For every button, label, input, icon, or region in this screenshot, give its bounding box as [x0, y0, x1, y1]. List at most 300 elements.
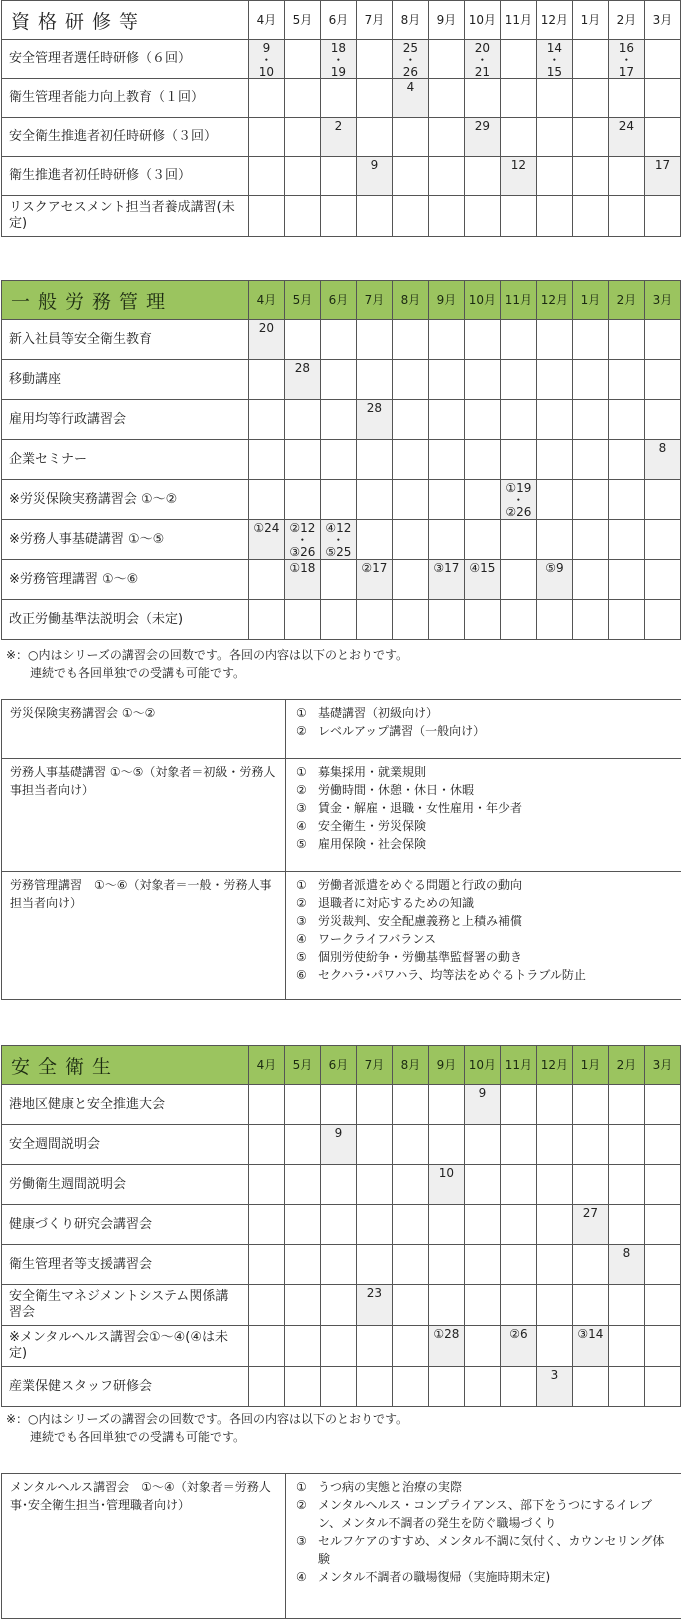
date-cell: ③14: [572, 1326, 608, 1367]
date-cell: [536, 1326, 572, 1367]
month-header: 10月: [464, 1, 500, 40]
date-cell: [644, 1285, 680, 1326]
date-cell: [356, 118, 392, 157]
date-cell: 10: [428, 1165, 464, 1205]
date-cell: [248, 440, 284, 480]
date-cell: [248, 1326, 284, 1367]
date-cell: [536, 1205, 572, 1245]
date-cell: 8: [608, 1245, 644, 1285]
list-item: [296, 966, 673, 984]
date-cell: 28: [284, 360, 320, 400]
date-cell: [608, 1125, 644, 1165]
date-cell: [572, 520, 608, 560]
date-cell: [500, 79, 536, 118]
date-cell: [356, 360, 392, 400]
date-cell: 2: [320, 118, 356, 157]
date-cell: [320, 1367, 356, 1407]
date-cell: 9: [320, 1125, 356, 1165]
date-cell: [428, 1125, 464, 1165]
course-name: 衛生管理者能力向上教育（１回）: [2, 79, 249, 118]
item-text: 労働者派遣をめぐる問題と行政の動向: [318, 878, 523, 892]
date-cell: [500, 360, 536, 400]
date-cell: [356, 600, 392, 640]
date-cell: [464, 320, 500, 360]
date-cell: [284, 1165, 320, 1205]
date-cell: [608, 1085, 644, 1125]
date-cell: 27: [572, 1205, 608, 1245]
date-cell: 18 ・ 19: [320, 40, 356, 79]
footnote: [6, 646, 408, 682]
date-cell: [500, 40, 536, 79]
month-header: 11月: [500, 1, 536, 40]
date-cell: 16 ・ 17: [608, 40, 644, 79]
date-cell: [464, 157, 500, 196]
item-number: ⑤: [296, 837, 307, 851]
date-cell: ①28: [428, 1326, 464, 1367]
table-row: [2, 400, 681, 440]
month-header: 5月: [284, 1046, 320, 1085]
date-cell: [608, 440, 644, 480]
date-cell: [356, 1367, 392, 1407]
date-cell: [500, 1205, 536, 1245]
date-cell: [572, 600, 608, 640]
table-row: [2, 1205, 681, 1245]
date-cell: [536, 520, 572, 560]
date-cell: [464, 1205, 500, 1245]
date-cell: [320, 157, 356, 196]
schedule-table-anzen: [1, 1045, 681, 1407]
date-cell: 20: [248, 320, 284, 360]
item-text: ワークライフバランス: [318, 932, 436, 946]
section-title: 一般労務管理: [2, 281, 249, 320]
date-cell: [500, 1367, 536, 1407]
date-cell: ③17: [428, 560, 464, 600]
date-cell: [248, 1125, 284, 1165]
month-header: 3月: [644, 281, 680, 320]
date-cell: [392, 1165, 428, 1205]
date-cell: 28: [356, 400, 392, 440]
date-cell: [536, 79, 572, 118]
item-number: ②: [296, 896, 307, 910]
date-cell: [392, 1205, 428, 1245]
month-header: 4月: [248, 281, 284, 320]
table-row: [2, 196, 681, 237]
date-cell: [248, 118, 284, 157]
item-text: 安全衛生・労災保険: [318, 819, 427, 833]
date-cell: [248, 360, 284, 400]
table-row: [2, 759, 681, 872]
table-row: [2, 320, 681, 360]
table-row: [2, 872, 681, 1000]
course-name: 健康づくり研究会講習会: [2, 1205, 249, 1245]
date-cell: [572, 320, 608, 360]
date-cell: [320, 1326, 356, 1367]
date-cell: [356, 40, 392, 79]
date-cell: [536, 1245, 572, 1285]
date-cell: [428, 440, 464, 480]
date-cell: [536, 600, 572, 640]
list-item: [296, 835, 673, 853]
date-cell: [572, 360, 608, 400]
date-cell: ④15: [464, 560, 500, 600]
month-header: 9月: [428, 1046, 464, 1085]
date-cell: [248, 1285, 284, 1326]
date-cell: [500, 1085, 536, 1125]
date-cell: [464, 1326, 500, 1367]
date-cell: [608, 79, 644, 118]
date-cell: [464, 520, 500, 560]
date-cell: [392, 560, 428, 600]
date-cell: [284, 196, 320, 237]
date-cell: 29: [464, 118, 500, 157]
date-cell: [644, 1326, 680, 1367]
table-row: [2, 360, 681, 400]
item-number: ②: [296, 783, 307, 797]
date-cell: [428, 480, 464, 520]
month-header: 2月: [608, 1, 644, 40]
table-row: [2, 700, 681, 759]
date-cell: [464, 440, 500, 480]
date-cell: [644, 79, 680, 118]
month-header: 8月: [392, 281, 428, 320]
date-cell: [284, 1205, 320, 1245]
date-cell: [644, 360, 680, 400]
date-cell: [320, 1285, 356, 1326]
date-cell: [284, 1285, 320, 1326]
month-header: 6月: [320, 1046, 356, 1085]
date-cell: [644, 1245, 680, 1285]
table-row: [2, 520, 681, 560]
list-item: [296, 799, 673, 817]
date-cell: [464, 400, 500, 440]
date-cell: [644, 560, 680, 600]
date-cell: [356, 1165, 392, 1205]
month-header: 7月: [356, 1046, 392, 1085]
date-cell: [536, 400, 572, 440]
date-cell: [356, 520, 392, 560]
date-cell: [320, 400, 356, 440]
month-header: 2月: [608, 281, 644, 320]
date-cell: [572, 560, 608, 600]
list-item: [296, 817, 673, 835]
month-header: 9月: [428, 1, 464, 40]
date-cell: 9: [356, 157, 392, 196]
date-cell: [248, 79, 284, 118]
item-text: セルフケアのすすめ、メンタル不調に気付く、カウンセリング体験: [318, 1534, 665, 1566]
month-header: 2月: [608, 1046, 644, 1085]
date-cell: [392, 1367, 428, 1407]
item-number: ②: [296, 724, 307, 738]
date-cell: [248, 1165, 284, 1205]
date-cell: [392, 480, 428, 520]
date-cell: [500, 320, 536, 360]
date-cell: [644, 400, 680, 440]
footnote-line: 連続でも各回単独での受講も可能です。: [30, 1430, 246, 1444]
list-item: [296, 1532, 673, 1568]
date-cell: [608, 1165, 644, 1205]
item-text: 募集採用・就業規則: [318, 765, 427, 779]
date-cell: 25 ・ 26: [392, 40, 428, 79]
series-name: メンタルヘルス講習会 ①～④（対象者＝労務人事･安全衛生担当･管理職者向け）: [2, 1474, 286, 1619]
date-cell: [428, 40, 464, 79]
date-cell: [320, 480, 356, 520]
course-name: 港地区健康と安全推進大会: [2, 1085, 249, 1125]
date-cell: [320, 1165, 356, 1205]
date-cell: [572, 1367, 608, 1407]
date-cell: [464, 480, 500, 520]
course-name: 安全衛生マネジメントシステム関係講習会: [2, 1285, 249, 1326]
date-cell: [608, 600, 644, 640]
course-name: ※労務人事基礎講習 ①～⑤: [2, 520, 249, 560]
item-text: 退職者に対応するための知識: [318, 896, 475, 910]
date-cell: [572, 1165, 608, 1205]
date-cell: [572, 400, 608, 440]
table-row: [2, 560, 681, 600]
date-cell: [572, 1285, 608, 1326]
item-number: ③: [296, 1534, 307, 1548]
date-cell: [572, 1125, 608, 1165]
date-cell: [536, 196, 572, 237]
table-row: [2, 79, 681, 118]
series-name: 労務人事基礎講習 ①～⑤（対象者＝初級・労務人事担当者向け）: [2, 759, 286, 872]
series-detail-table: [1, 1473, 681, 1619]
item-text: セクハラ･パワハラ、均等法をめぐるトラブル防止: [318, 968, 586, 982]
date-cell: 8: [644, 440, 680, 480]
date-cell: [392, 1285, 428, 1326]
series-detail-table: [1, 699, 681, 1000]
list-item: [296, 1568, 673, 1586]
series-name: 労災保険実務講習会 ①～②: [2, 700, 286, 759]
course-name: 安全衛生推進者初任時研修（３回）: [2, 118, 249, 157]
date-cell: [608, 520, 644, 560]
date-cell: ①24: [248, 520, 284, 560]
date-cell: [644, 1085, 680, 1125]
date-cell: [284, 1367, 320, 1407]
date-cell: [392, 157, 428, 196]
date-cell: ④12 ・ ⑤25: [320, 520, 356, 560]
date-cell: [320, 196, 356, 237]
month-header: 9月: [428, 281, 464, 320]
date-cell: ②12 ・ ③26: [284, 520, 320, 560]
date-cell: [356, 1125, 392, 1165]
date-cell: [392, 600, 428, 640]
date-cell: [536, 118, 572, 157]
date-cell: [248, 400, 284, 440]
course-name: 改正労働基準法説明会（未定): [2, 600, 249, 640]
date-cell: [644, 1205, 680, 1245]
date-cell: ②6: [500, 1326, 536, 1367]
list-item: [296, 781, 673, 799]
course-name: 移動講座: [2, 360, 249, 400]
schedule-table-ippan: [1, 280, 681, 640]
month-header: 7月: [356, 1, 392, 40]
date-cell: [608, 400, 644, 440]
series-contents: [286, 759, 681, 872]
item-text: 労働時間・休憩・休日・休暇: [318, 783, 475, 797]
date-cell: [500, 600, 536, 640]
date-cell: [248, 157, 284, 196]
date-cell: [608, 157, 644, 196]
list-item: [296, 1496, 673, 1532]
month-header: 3月: [644, 1, 680, 40]
date-cell: [644, 118, 680, 157]
date-cell: [644, 600, 680, 640]
date-cell: [248, 480, 284, 520]
section-title: 資格研修等: [2, 1, 249, 40]
date-cell: [248, 1245, 284, 1285]
date-cell: [248, 196, 284, 237]
date-cell: [320, 440, 356, 480]
date-cell: [608, 1285, 644, 1326]
item-text: 個別労使紛争・労働基準監督署の動き: [318, 950, 523, 964]
date-cell: [248, 1205, 284, 1245]
table-row: [2, 600, 681, 640]
list-item: [296, 722, 673, 740]
date-cell: [428, 118, 464, 157]
schedule-table-shikaku: [1, 0, 681, 237]
item-number: ①: [296, 765, 307, 779]
course-name: リスクアセスメント担当者養成講習(未定): [2, 196, 249, 237]
table-row: [2, 40, 681, 79]
date-cell: 9: [464, 1085, 500, 1125]
date-cell: [500, 520, 536, 560]
date-cell: [500, 118, 536, 157]
date-cell: [392, 400, 428, 440]
date-cell: [500, 1285, 536, 1326]
item-text: メンタルヘルス・コンプライアンス、部下をうつにするイレブン、メンタル不調者の発生を防ぐ職場づくり: [318, 1498, 652, 1530]
table-row: [2, 157, 681, 196]
date-cell: [608, 196, 644, 237]
item-number: ①: [296, 878, 307, 892]
course-name: 新入社員等安全衛生教育: [2, 320, 249, 360]
list-item: [296, 704, 673, 722]
list-item: [296, 1478, 673, 1496]
item-number: ①: [296, 706, 307, 720]
date-cell: 17: [644, 157, 680, 196]
table-row: [2, 480, 681, 520]
date-cell: [500, 1245, 536, 1285]
date-cell: ①19 ・ ②26: [500, 480, 536, 520]
date-cell: [356, 440, 392, 480]
series-contents: [286, 700, 681, 759]
date-cell: [428, 400, 464, 440]
date-cell: [428, 520, 464, 560]
list-item: [296, 912, 673, 930]
date-cell: [284, 1125, 320, 1165]
table-row: [2, 1326, 681, 1367]
date-cell: [392, 1085, 428, 1125]
month-header: 6月: [320, 1, 356, 40]
date-cell: 20 ・ 21: [464, 40, 500, 79]
course-name: 企業セミナー: [2, 440, 249, 480]
date-cell: [392, 118, 428, 157]
series-name: 労務管理講習 ①～⑥（対象者＝一般・労務人事担当者向け）: [2, 872, 286, 1000]
date-cell: [428, 1367, 464, 1407]
month-header: 4月: [248, 1, 284, 40]
date-cell: [608, 1367, 644, 1407]
table-row: [2, 1085, 681, 1125]
date-cell: [284, 157, 320, 196]
course-name: 雇用均等行政講習会: [2, 400, 249, 440]
date-cell: [536, 1125, 572, 1165]
item-number: ④: [296, 932, 307, 946]
date-cell: [392, 1125, 428, 1165]
date-cell: [608, 560, 644, 600]
date-cell: 4: [392, 79, 428, 118]
date-cell: [500, 1125, 536, 1165]
date-cell: [356, 320, 392, 360]
date-cell: [572, 79, 608, 118]
date-cell: [428, 1245, 464, 1285]
date-cell: [428, 600, 464, 640]
date-cell: [320, 320, 356, 360]
item-number: ④: [296, 819, 307, 833]
date-cell: 3: [536, 1367, 572, 1407]
date-cell: [572, 118, 608, 157]
date-cell: [356, 1205, 392, 1245]
date-cell: [608, 1205, 644, 1245]
date-cell: [464, 196, 500, 237]
date-cell: [536, 480, 572, 520]
date-cell: [392, 520, 428, 560]
date-cell: [464, 600, 500, 640]
date-cell: [500, 1165, 536, 1205]
table-row: [2, 1474, 681, 1619]
series-contents: [286, 872, 681, 1000]
date-cell: [644, 320, 680, 360]
date-cell: [572, 440, 608, 480]
course-name: 産業保健スタッフ研修会: [2, 1367, 249, 1407]
month-header: 11月: [500, 1046, 536, 1085]
footnote: [6, 1410, 408, 1446]
item-number: ①: [296, 1480, 307, 1494]
date-cell: [500, 560, 536, 600]
date-cell: [536, 320, 572, 360]
date-cell: 14 ・ 15: [536, 40, 572, 79]
month-header: 12月: [536, 1046, 572, 1085]
month-header: 5月: [284, 1, 320, 40]
date-cell: [248, 1085, 284, 1125]
date-cell: [500, 400, 536, 440]
date-cell: [644, 196, 680, 237]
date-cell: [608, 360, 644, 400]
date-cell: [644, 480, 680, 520]
date-cell: [320, 79, 356, 118]
item-number: ②: [296, 1498, 307, 1512]
date-cell: [392, 320, 428, 360]
date-cell: [320, 600, 356, 640]
date-cell: [428, 79, 464, 118]
date-cell: [536, 1285, 572, 1326]
date-cell: [284, 400, 320, 440]
table-row: [2, 1245, 681, 1285]
item-text: うつ病の実態と治療の実際: [318, 1480, 463, 1494]
date-cell: [356, 1245, 392, 1285]
date-cell: [392, 440, 428, 480]
date-cell: [248, 560, 284, 600]
date-cell: [464, 1367, 500, 1407]
date-cell: [428, 360, 464, 400]
footnote-line: ※：○内はシリーズの講習会の回数です。各回の内容は以下のとおりです。: [6, 648, 409, 662]
date-cell: [428, 1085, 464, 1125]
date-cell: 9 ・ 10: [248, 40, 284, 79]
item-text: 労災裁判、安全配慮義務と上積み補償: [318, 914, 523, 928]
date-cell: [392, 1245, 428, 1285]
date-cell: [284, 1245, 320, 1285]
date-cell: 23: [356, 1285, 392, 1326]
date-cell: ②17: [356, 560, 392, 600]
date-cell: [644, 1165, 680, 1205]
